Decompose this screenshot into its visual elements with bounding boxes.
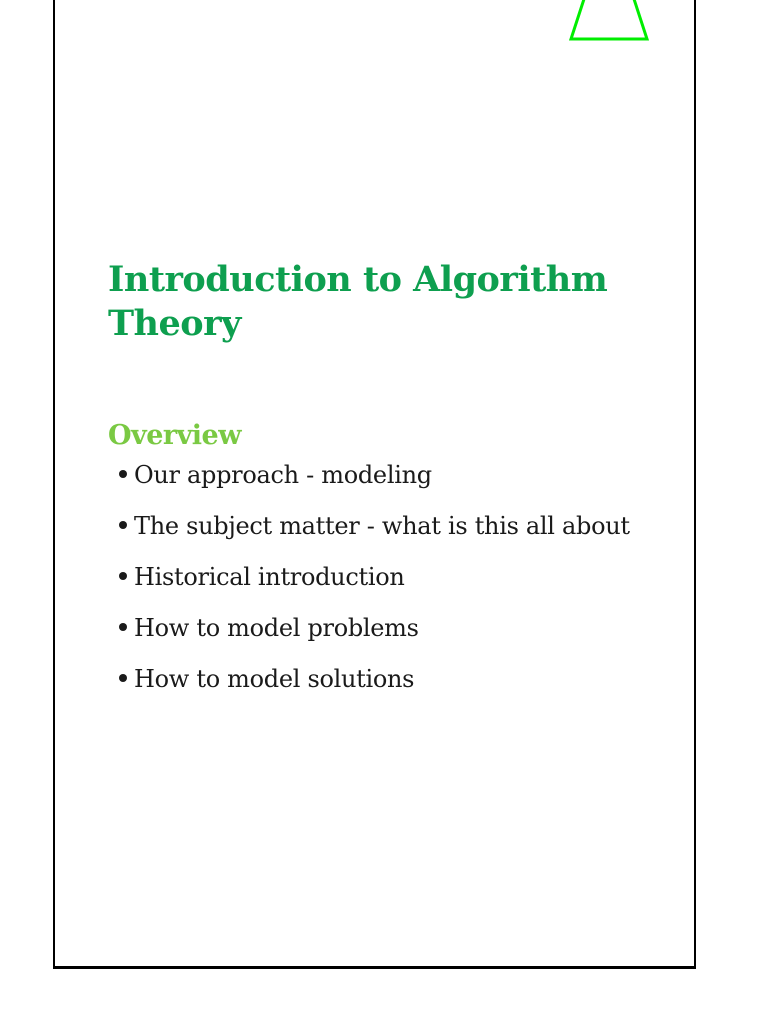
list-item xyxy=(119,456,630,507)
list-item-text: Historical introduction xyxy=(134,563,405,591)
list-item xyxy=(119,660,630,711)
list-item xyxy=(119,507,630,558)
slide-page xyxy=(53,0,696,969)
bullet-icon xyxy=(119,572,127,580)
bullet-icon xyxy=(119,623,127,631)
slide-title: Introduction to Algorithm Theory xyxy=(108,259,608,344)
section-heading: Overview xyxy=(108,420,241,451)
list-item-text: Our approach - modeling xyxy=(134,461,432,489)
bullet-icon xyxy=(119,674,127,682)
bullet-icon xyxy=(119,470,127,478)
bullet-icon xyxy=(119,521,127,529)
list-item-text: How to model problems xyxy=(134,614,419,642)
bullet-list xyxy=(119,456,630,711)
trapezoid-logo-icon xyxy=(567,0,651,44)
list-item-text: The subject matter - what is this all about xyxy=(134,512,630,540)
list-item xyxy=(119,558,630,609)
list-item xyxy=(119,609,630,660)
list-item-text: How to model solutions xyxy=(134,665,415,693)
